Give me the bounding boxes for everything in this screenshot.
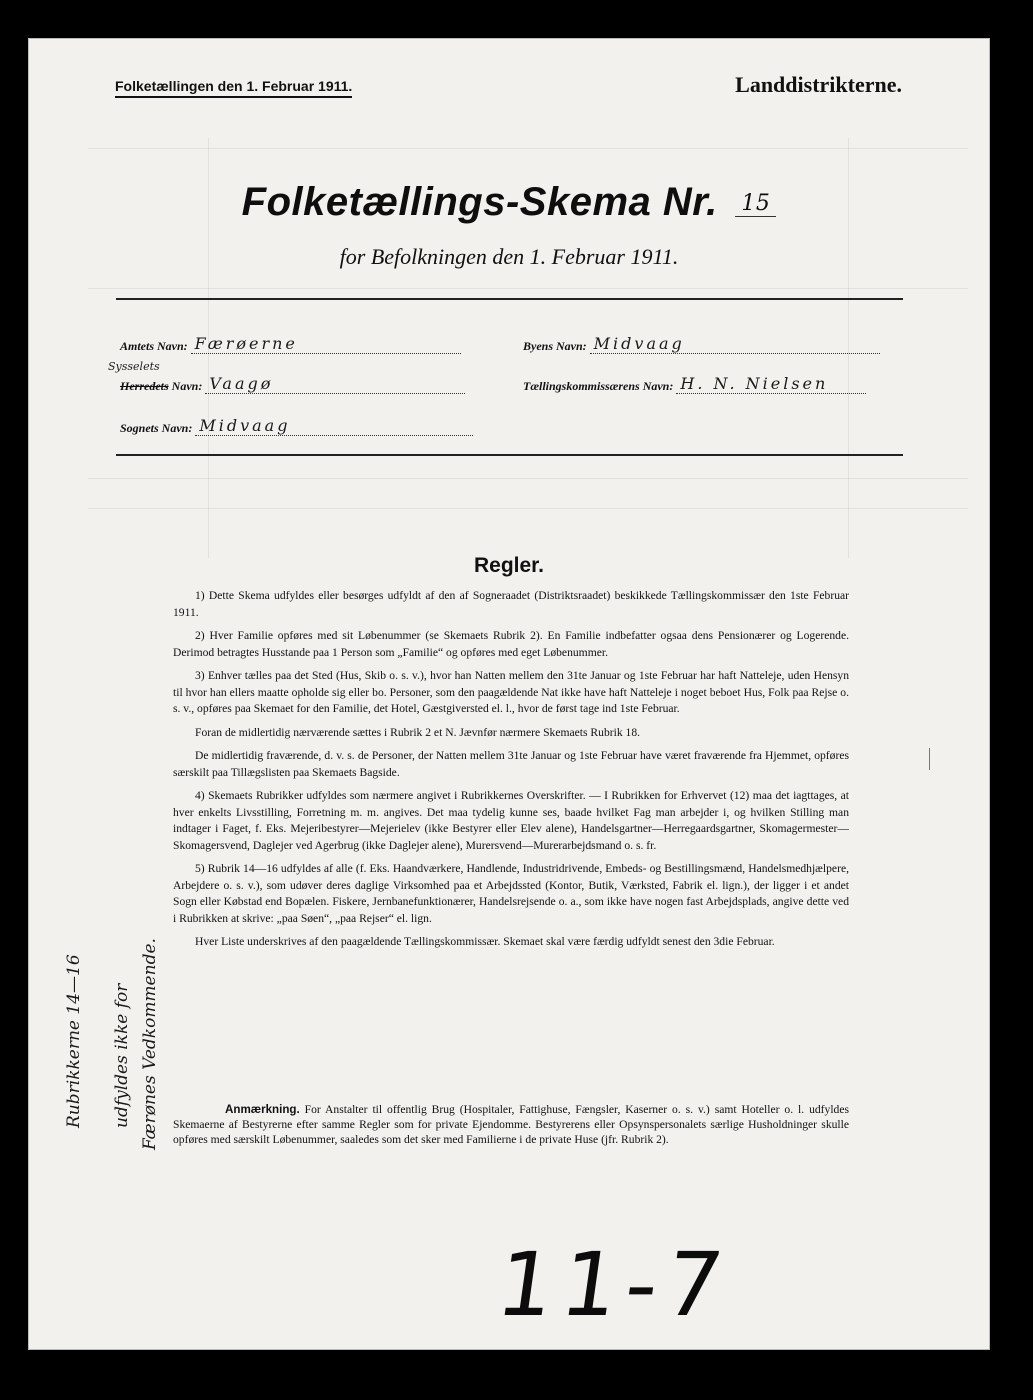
byens-label: Byens Navn: <box>523 339 587 353</box>
herred-field <box>120 374 465 394</box>
divider-bottom <box>116 454 903 456</box>
sogn-value: Midvaag <box>199 416 291 435</box>
margin-note-line-2: udfyldes ikke for <box>112 983 132 1128</box>
ghost-line <box>88 478 968 479</box>
herred-correction: Sysselets <box>108 360 160 373</box>
herred-value: Vaagø <box>209 374 274 393</box>
amt-value: Færøerne <box>194 334 298 353</box>
kommissaer-label: Tællingskommissærens Navn: <box>523 379 674 393</box>
ghost-line <box>88 508 968 509</box>
sogn-field <box>120 416 473 436</box>
margin-mark <box>929 748 940 770</box>
note-label: Anmærkning. <box>225 1103 300 1116</box>
rule-4: 4) Skemaets Rubrikker udfyldes som nærmere angivet i Rubrikkernes Overskrifter. — I Rubrikken for Erhvervet (12) maa det iagttages, at hver enkelts Livsstilling, Forretning m. m. angives. Det maa tydelig kunne ses, baade hvilket Fag man arbejder i, og hvilken Stilling man indtager i Faget, f. Eks. Mejeribestyrer—Mejerielev (ikke Bestyrer eller Elev alene), Handelsgartner—Herregaardsgartner, Skomagermester—Skomagersvend, Daglejer ved Agerbrug (ikke Daglejer alene), Murersvend—Murerarbejdsmand o. s. fr. <box>173 789 849 852</box>
form-number: 15 <box>735 191 776 217</box>
ghost-line <box>88 148 968 149</box>
rule-signature: Hver Liste underskrives af den paagældende Tællingskommissær. Skemaet skal være færdig udfyldt senest den 3die Februar. <box>195 935 775 948</box>
divider-top <box>116 298 903 300</box>
rule-5: 5) Rubrik 14—16 udfyldes af alle (f. Eks. Haandværkere, Handlende, Industridrivende, Embeds- og Bestillingsmænd, Handelsmedhjælpere, Arbejdere o. s. v.), som udøver deres daglige Virksomhed paa et Arbejdssted (Kontor, Butik, Værksted, Fabrik el. lign.), der ligger i et andet Sogn eller Købstad end Bopælen. Fiskere, Jernbanefunktionærer, Handelsrejsende o. a., som ikke have nogen fast Arbejdsplads, angive dette ved i Rubrikken at skrive: „paa Søen“, „paa Rejser“ el. lign. <box>173 862 849 925</box>
rule-2: 2) Hver Familie opføres med sit Løbenummer (se Skemaets Rubrik 2). En Familie indbefatter ogsaa dens Pensionærer og Logerende. Derimod betragtes Husstande paa 1 Person som „Familie“ og opføres med eget Løbenummer. <box>173 629 849 659</box>
margin-note-line-1: Rubrikkerne 14—16 <box>64 954 84 1128</box>
district-type-header: Landdistrikterne. <box>735 72 902 97</box>
census-form-page <box>28 38 990 1350</box>
rule-3: 3) Enhver tælles paa det Sted (Hus, Skib o. s. v.), hvor han Natten mellem den 31te Januar og 1ste Februar har haft Natteleje, uden Hensyn til hvor han ellers maatte opholde sig eller bo. Personer, som den paagældende Nat ikke have haft Natteleje i noget beboet Hus, Folk paa Rejse o. s. v., opføres paa Skemaet for den Familie, det Hotel, Gæstgiversted el. l., hvor de først tage ind 1ste Februar. <box>173 669 849 715</box>
byens-value: Midvaag <box>593 334 685 353</box>
rules-body <box>173 588 849 958</box>
amt-field <box>120 334 461 354</box>
form-title <box>28 180 990 225</box>
rule-3-note-absent: De midlertidig fraværende, d. v. s. de Personer, der Natten mellem 31te Januar og 1ste Februar have været fraværende fra Hjemmet, opføres særskilt paa Tillægslisten paa Skemaets Bagside. <box>173 749 849 779</box>
form-title-text: Folketællings-Skema Nr. <box>241 180 718 224</box>
herred-label: Herredets <box>120 379 169 393</box>
kommissaer-field <box>523 374 866 394</box>
herred-label-suffix: Navn: <box>171 379 203 393</box>
form-subtitle: for Befolkningen den 1. Februar 1911. <box>339 244 679 269</box>
ghost-line <box>88 288 968 289</box>
kommissaer-value: H. N. Nielsen <box>680 374 829 393</box>
sogn-label: Sognets Navn: <box>120 421 193 435</box>
handwritten-number: 11-7 <box>490 1233 737 1336</box>
note-text: For Anstalter til offentlig Brug (Hospitaler, Fattighuse, Fængsler, Kaserner o. s. v.) samt Hoteller o. l. udfyldes Skemaerne af Bestyrerne efter samme Regler som for private Ejendomme. Bestyrerens eller Opsynspersonalets særlige Husholdninger skulle opføres med særskilt Løbenummer, saaledes som det sker med Familierne i de private Huse (jfr. Rubrik 2). <box>173 1103 849 1146</box>
rule-3-note-n: Foran de midlertidig nærværende sættes i Rubrik 2 et N. Jævnfør nærmere Skemaets Rubrik 18. <box>195 725 641 739</box>
rules-heading: Regler. <box>473 554 545 577</box>
annotation-note <box>173 1102 849 1147</box>
census-date-header: Folketællingen den 1. Februar 1911. <box>115 78 352 98</box>
rule-1: 1) Dette Skema udfyldes eller besørges udfyldt af den af Sogneraadet (Distriktsraadet) beskikkede Tællingskommissær den 1ste Februar 1911. <box>173 589 849 619</box>
byens-field <box>523 334 880 354</box>
margin-note-line-3: Færønes Vedkommende. <box>140 938 160 1150</box>
amt-label: Amtets Navn: <box>120 339 188 353</box>
